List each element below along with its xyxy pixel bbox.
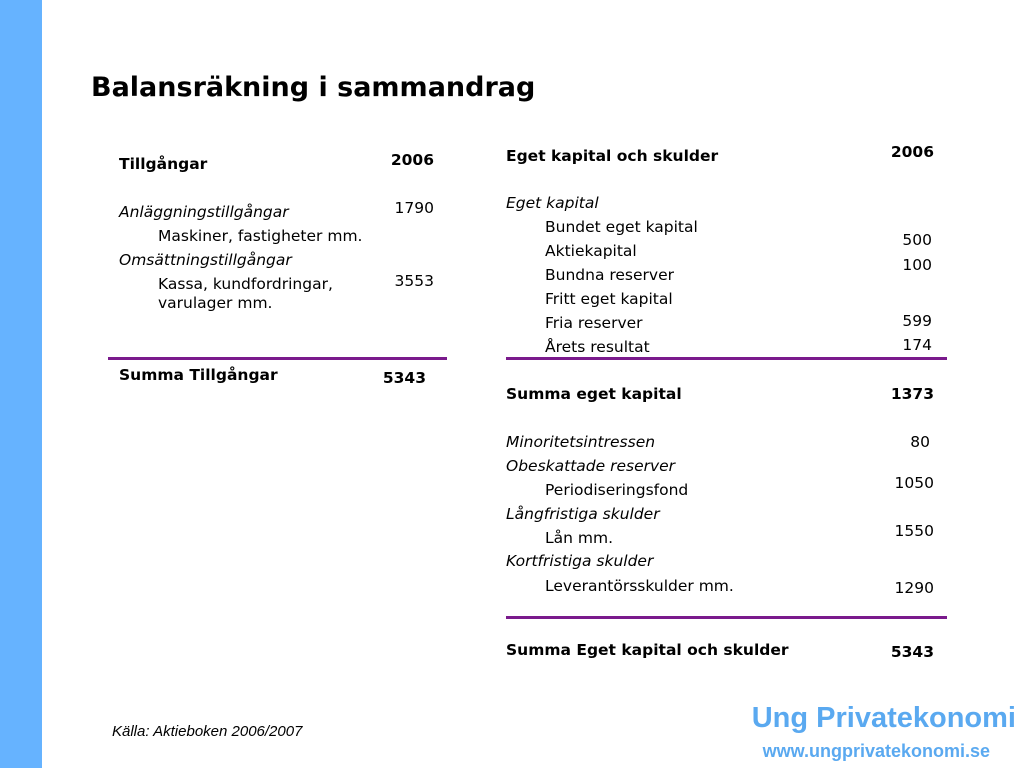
assets-sum-value: 5343	[382, 369, 426, 387]
loans-label: Lån mm.	[545, 529, 614, 547]
total-sum-value: 5343	[890, 643, 934, 661]
long-term-liabilities-label: Långfristiga skulder	[506, 505, 660, 523]
current-assets-label: Omsättningstillgångar	[119, 251, 292, 269]
free-equity-label: Fritt eget kapital	[545, 290, 673, 308]
current-assets-value: 3553	[394, 272, 434, 290]
current-assets-detail-2: varulager mm.	[158, 294, 273, 312]
total-sum-label: Summa Eget kapital och skulder	[506, 641, 789, 659]
minority-interest-value: 80	[910, 433, 930, 451]
assets-header: Tillgångar	[119, 155, 208, 173]
liabilities-header: Eget kapital och skulder	[506, 147, 719, 165]
minority-interest-label: Minoritetsintressen	[506, 433, 656, 451]
brand-name: Ung Privatekonomi	[751, 702, 1016, 734]
equity-label: Eget kapital	[506, 194, 599, 212]
restricted-reserves-label: Bundna reserver	[545, 266, 675, 284]
annual-result-value: 174	[902, 336, 932, 354]
equity-sum-value: 1373	[890, 385, 934, 403]
brand-url: www.ungprivatekonomi.se	[762, 741, 990, 761]
equity-sum-label: Summa eget kapital	[506, 385, 682, 403]
short-term-liabilities-label: Kortfristiga skulder	[506, 552, 654, 570]
supplier-debt-label: Leverantörsskulder mm.	[545, 577, 734, 595]
restricted-reserves-value: 100	[902, 256, 932, 274]
source-note: Källa: Aktieboken 2006/2007	[112, 723, 303, 740]
supplier-debt-value: 1290	[894, 579, 934, 597]
equity-divider	[506, 357, 947, 360]
assets-year: 2006	[390, 151, 434, 169]
loans-value: 1550	[894, 522, 934, 540]
share-capital-value: 500	[902, 231, 932, 249]
liabilities-year: 2006	[890, 143, 934, 161]
free-reserves-value: 599	[902, 312, 932, 330]
fixed-assets-label: Anläggningstillgångar	[119, 203, 289, 221]
assets-sum-label: Summa Tillgångar	[119, 366, 278, 384]
assets-divider	[108, 357, 447, 360]
annual-result-label: Årets resultat	[545, 338, 650, 356]
current-assets-detail-1: Kassa, kundfordringar,	[158, 275, 333, 293]
share-capital-label: Aktiekapital	[545, 242, 637, 260]
fixed-assets-value: 1790	[394, 199, 434, 217]
tax-allocation-label: Periodiseringsfond	[545, 481, 689, 499]
fixed-assets-detail: Maskiner, fastigheter mm.	[158, 227, 363, 245]
free-reserves-label: Fria reserver	[545, 314, 643, 332]
tax-allocation-value: 1050	[894, 474, 934, 492]
total-divider	[506, 616, 947, 619]
left-accent-bar	[0, 0, 42, 768]
untaxed-reserves-label: Obeskattade reserver	[506, 457, 676, 475]
page-title: Balansräkning i sammandrag	[91, 72, 536, 103]
restricted-equity-label: Bundet eget kapital	[545, 218, 698, 236]
